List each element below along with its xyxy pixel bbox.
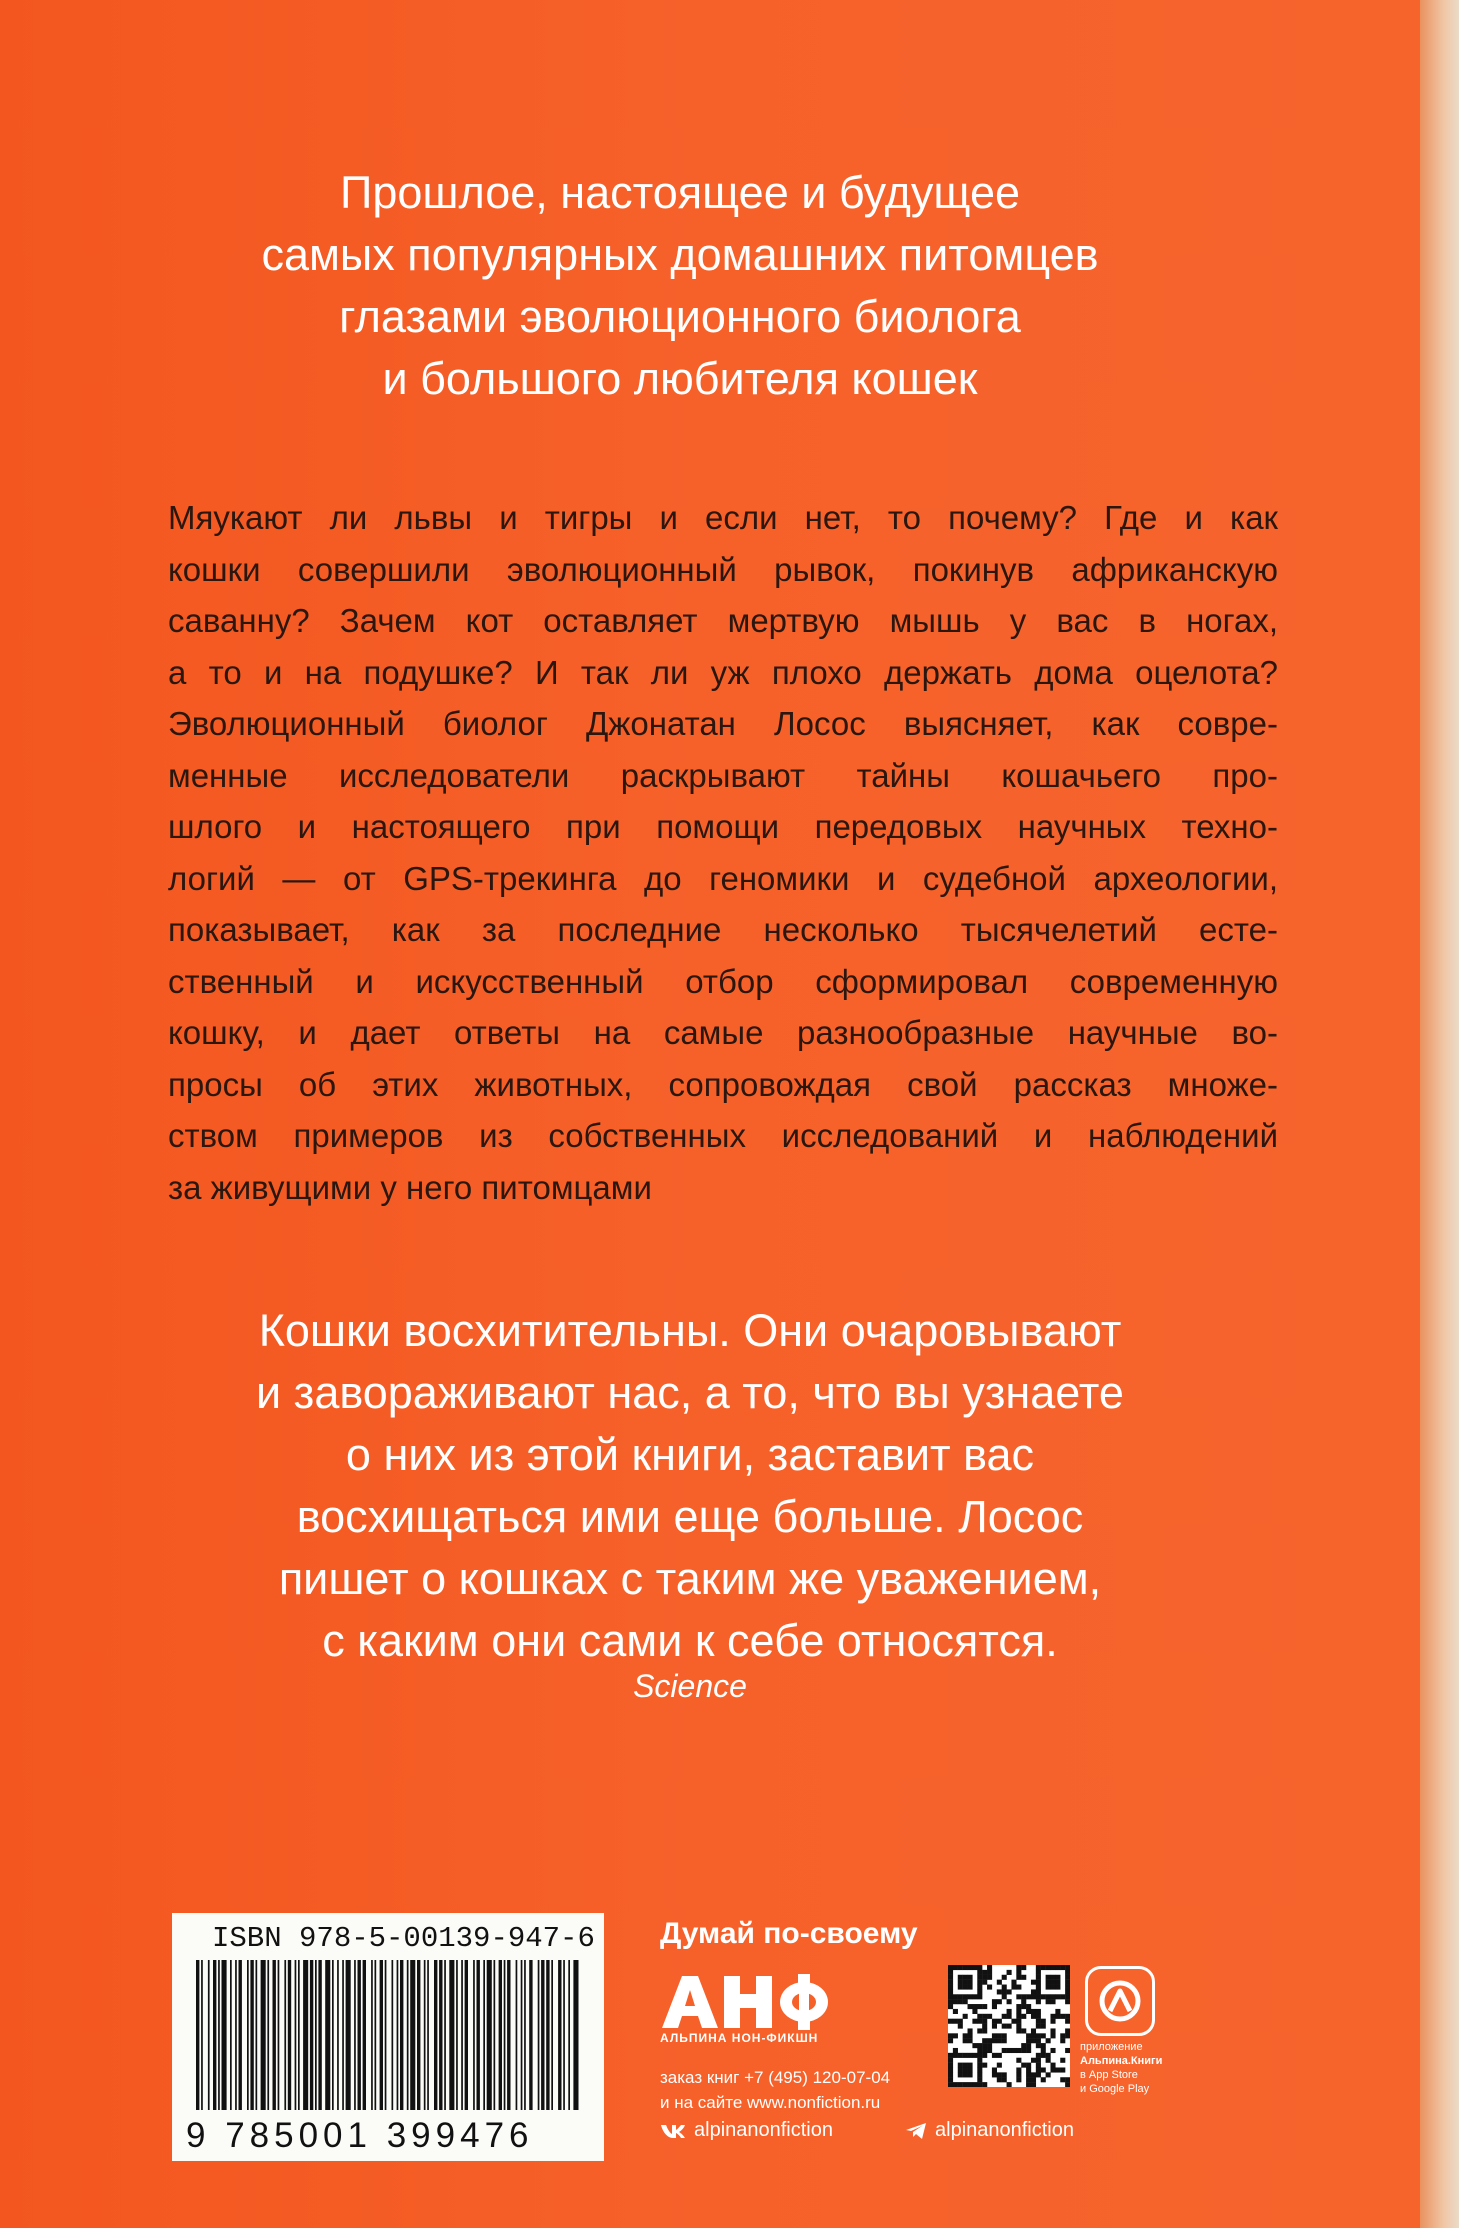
- description-line: логий — от GPS-трекинга до геномики и судебной археологии,: [168, 859, 1278, 897]
- description-line: ственный и искусственный отбор сформировал современную: [168, 962, 1278, 1000]
- description-line: показывает, как за последние несколько тысячелетий есте-: [168, 911, 1278, 948]
- tagline: [130, 162, 1230, 410]
- telegram-handle: alpinanonfiction: [935, 2119, 1074, 2141]
- quote-line: и завораживают нас, а то, что вы узнаете: [256, 1367, 1124, 1418]
- book-edge: [1420, 0, 1459, 2228]
- book-description: [168, 492, 1278, 1213]
- app-text-line: и Google Play: [1080, 2083, 1150, 2095]
- app-text-line: приложение: [1080, 2041, 1143, 2053]
- barcode-icon: [192, 1960, 584, 2110]
- tagline-line: и большого любителя кошек: [382, 353, 978, 404]
- description-line: менные исследователи раскрывают тайны кошачьего про-: [168, 756, 1278, 794]
- isbn-label: ISBN 978-5-00139-947-6: [212, 1922, 595, 1955]
- quote-line: восхищаться ими еще больше. Лосос: [296, 1491, 1084, 1542]
- telegram-icon: [905, 2122, 927, 2140]
- vk-icon: [660, 2123, 686, 2139]
- publisher-slogan: Думай по-своему: [660, 1917, 918, 1950]
- publisher-name: АЛЬПИНА НОН-ФИКШН: [660, 2031, 819, 2045]
- tagline-line: глазами эволюционного биолога: [339, 291, 1021, 342]
- description-line: Эволюционный биолог Джонатан Лосос выясняет, как совре-: [168, 705, 1278, 742]
- barcode-digits: 9 785001 399476: [186, 2116, 534, 2155]
- description-line: шлого и настоящего при помощи передовых научных техно-: [168, 808, 1278, 845]
- quote-line: пишет о кошках с таким же уважением,: [278, 1553, 1102, 1604]
- quote-line: Кошки восхитительны. Они очаровывают: [258, 1305, 1122, 1356]
- quote-line: с каким они сами к себе относятся.: [322, 1615, 1058, 1666]
- order-site: и на сайте www.nonfiction.ru: [660, 2093, 881, 2112]
- description-line: кошку, и дает ответы на самые разнообразные научные во-: [168, 1014, 1278, 1051]
- vk-link[interactable]: [660, 2119, 833, 2142]
- description-line: Мяукают ли львы и тигры и если нет, то почему? Где и как: [168, 499, 1278, 536]
- qr-code-icon: [948, 1965, 1070, 2087]
- review-quote: [140, 1300, 1240, 1672]
- tagline-line: Прошлое, настоящее и будущее: [339, 167, 1021, 218]
- tagline-line: самых популярных домашних питомцев: [261, 229, 1099, 280]
- telegram-link[interactable]: [905, 2119, 1074, 2142]
- description-line: а то и на подушке? И так ли уж плохо держать дома оцелота?: [168, 653, 1278, 691]
- vk-handle: alpinanonfiction: [694, 2119, 833, 2141]
- description-line: ством примеров из собственных исследований и наблюдений: [168, 1117, 1278, 1154]
- app-store-text: [1080, 2040, 1190, 2096]
- quote-source: Science: [633, 1668, 747, 1704]
- app-logo-icon: [1085, 1966, 1155, 2036]
- app-text-line: Альпина.Книги: [1080, 2055, 1163, 2067]
- description-line: просы об этих животных, сопровождая свой рассказ множе-: [168, 1065, 1278, 1103]
- description-line: за живущими у него питомцами: [168, 1168, 652, 1206]
- quote-line: о них из этой книги, заставит вас: [345, 1429, 1035, 1480]
- description-line: кошки совершили эволюционный рывок, покинув африканскую: [168, 550, 1278, 588]
- order-phone: заказ книг +7 (495) 120-07-04: [660, 2068, 891, 2087]
- publisher-logo-icon: [658, 1974, 828, 2030]
- app-text-line: в App Store: [1080, 2069, 1138, 2081]
- description-line: саванну? Зачем кот оставляет мертвую мышь у вас в ногах,: [168, 602, 1278, 639]
